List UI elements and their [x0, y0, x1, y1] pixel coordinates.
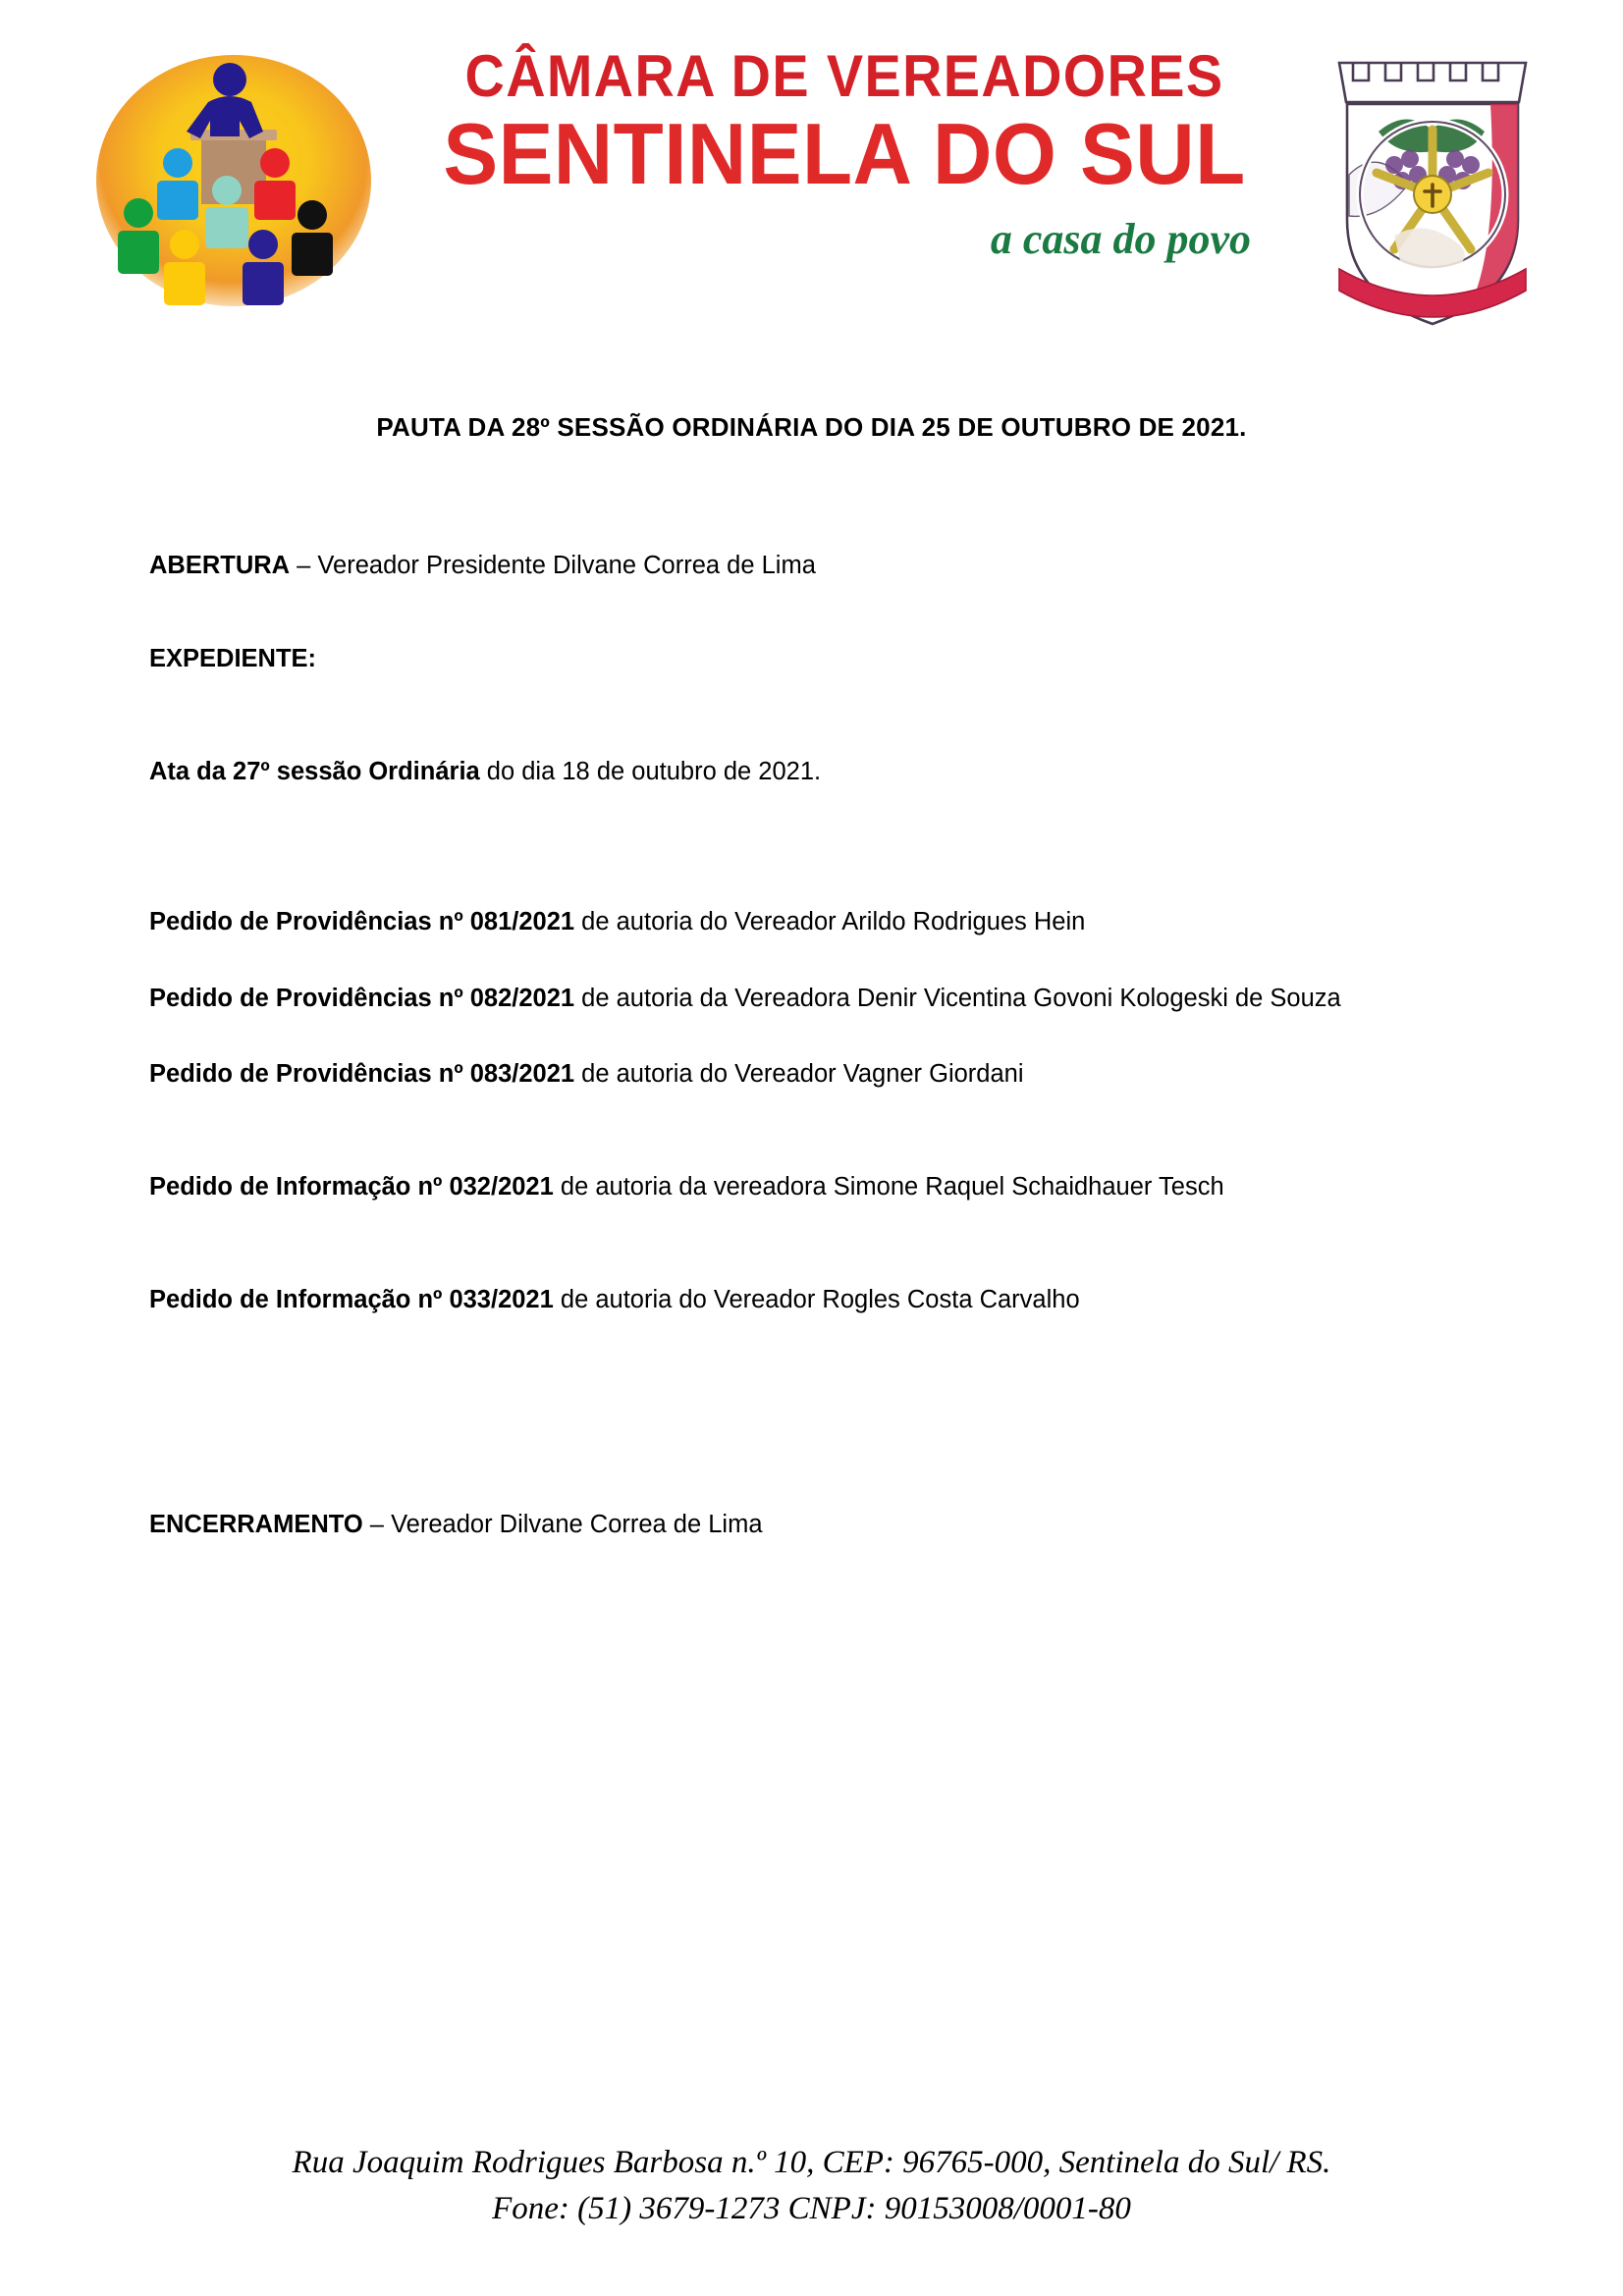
- abertura-paragraph: [149, 550, 1416, 582]
- spacer: [149, 1316, 1416, 1509]
- spacer: [149, 939, 1416, 983]
- camara-assembly-emblem-icon: [86, 43, 381, 308]
- item-label: Pedido de Informação nº 032/2021: [149, 1172, 554, 1201]
- ata-text: do dia 18 de outubro de 2021.: [479, 758, 822, 786]
- page-title: PAUTA DA 28º SESSÃO ORDINÁRIA DO DIA 25 DE OUTUBRO DE 2021.: [376, 412, 1247, 442]
- ata-label: Ata da 27º sessão Ordinária: [149, 758, 480, 786]
- item-label: Pedido de Providências nº 082/2021: [149, 984, 575, 1012]
- wordmark-tagline: a casa do povo: [990, 214, 1251, 263]
- spacer: [149, 1015, 1416, 1058]
- item-text: de autoria do Vereador Rogles Costa Carvalho: [553, 1285, 1080, 1313]
- camara-wordmark: [412, 43, 1276, 322]
- item-label: Pedido de Providências nº 083/2021: [149, 1059, 575, 1088]
- list-item: [149, 1058, 1416, 1091]
- document-header: [0, 0, 1623, 363]
- item-text: de autoria da vereadora Simone Raquel Schaidhauer Tesch: [553, 1172, 1224, 1201]
- footer-contact-line: Fone: (51) 3679-1273 CNPJ: 90153008/0001-80: [492, 2190, 1131, 2226]
- item-label: Pedido de Informação nº 033/2021: [149, 1285, 554, 1313]
- sentinela-do-sul-coat-of-arms-icon: [1324, 27, 1542, 340]
- spacer: [149, 1091, 1416, 1171]
- spacer: [149, 675, 1416, 756]
- footer-address-line: Rua Joaquim Rodrigues Barbosa n.º 10, CEP: 96765-000, Sentinela do Sul/ RS.: [292, 2145, 1331, 2180]
- item-text: de autoria do Vereador Vagner Giordani: [574, 1059, 1024, 1088]
- list-item: [149, 1171, 1416, 1203]
- document-footer: [0, 2140, 1623, 2232]
- list-item: [149, 906, 1416, 938]
- spacer: [149, 788, 1416, 906]
- list-item: [149, 1284, 1416, 1316]
- abertura-label: ABERTURA: [149, 552, 291, 579]
- list-item: [149, 983, 1416, 1015]
- ata-paragraph: [149, 756, 1416, 788]
- encerramento-paragraph: [149, 1509, 1416, 1541]
- item-text: de autoria do Vereador Arildo Rodrigues Hein: [574, 908, 1086, 936]
- expediente-heading: [149, 643, 1416, 675]
- spacer: [149, 582, 1416, 643]
- encerramento-text: – Vereador Dilvane Correa de Lima: [362, 1511, 763, 1539]
- abertura-text: – Vereador Presidente Dilvane Correa de Lima: [290, 552, 816, 579]
- encerramento-label: ENCERRAMENTO: [149, 1511, 363, 1539]
- item-label: Pedido de Providências nº 081/2021: [149, 908, 575, 936]
- expediente-label: EXPEDIENTE:: [149, 645, 317, 673]
- spacer: [149, 1203, 1416, 1284]
- wordmark-line-camara: CÂMARA DE VEREADORES: [464, 43, 1224, 109]
- wordmark-line-sentinela: SENTINELA DO SUL: [443, 105, 1246, 202]
- item-text: de autoria da Vereadora Denir Vicentina Govoni Kologeski de Souza: [574, 984, 1341, 1012]
- document-body: [149, 550, 1416, 1541]
